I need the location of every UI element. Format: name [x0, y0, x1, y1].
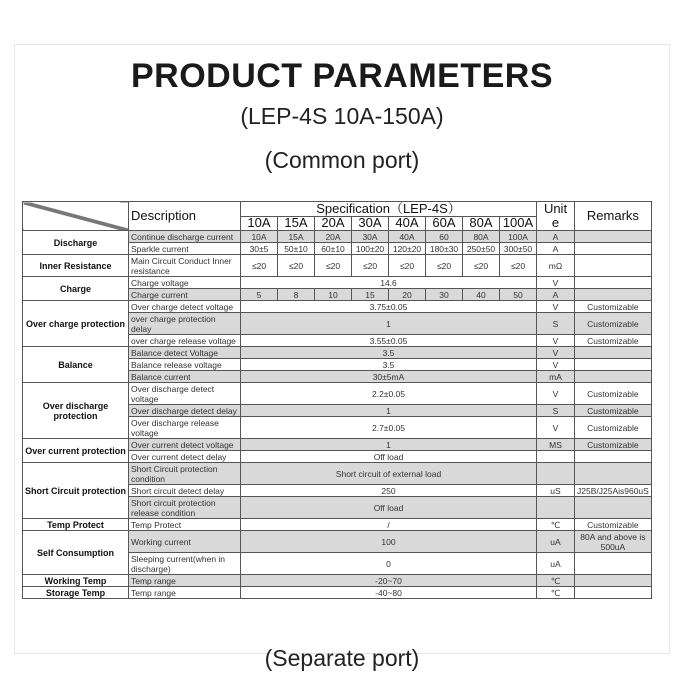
unit-cell: ℃: [537, 575, 575, 587]
remark-cell: [575, 255, 652, 277]
current-rating-header: 100A: [500, 216, 537, 231]
value-cell: 3.75±0.05: [241, 301, 537, 313]
remark-cell: Customizable: [575, 439, 652, 451]
value-cell: 250±50: [463, 243, 500, 255]
remark-cell: Customizable: [575, 417, 652, 439]
unit-cell: uA: [537, 553, 575, 575]
table-row: [23, 463, 652, 485]
description-cell: Charge voltage: [129, 277, 241, 289]
remark-cell: [575, 277, 652, 289]
remark-cell: [575, 243, 652, 255]
description-cell: Charge current: [129, 289, 241, 301]
table-row: [23, 519, 652, 531]
table-row: [23, 383, 652, 405]
header-corner-cell: [23, 202, 129, 231]
description-cell: Temp Protect: [129, 519, 241, 531]
description-cell: Over discharge detect delay: [129, 405, 241, 417]
value-cell: 3.55±0.05: [241, 335, 537, 347]
remark-cell: 80A and above is 500uA: [575, 531, 652, 553]
value-cell: 0: [241, 553, 537, 575]
remark-cell: Customizable: [575, 519, 652, 531]
value-cell: 15: [352, 289, 389, 301]
remark-cell: [575, 289, 652, 301]
value-cell: 60: [426, 231, 463, 243]
value-cell: 50: [500, 289, 537, 301]
current-rating-header: 15A: [278, 216, 315, 231]
value-cell: 15A: [278, 231, 315, 243]
description-cell: Balance current: [129, 371, 241, 383]
value-cell: 3.5: [241, 347, 537, 359]
description-header: Description: [129, 202, 241, 231]
table-row: [23, 231, 652, 243]
value-cell: 10A: [241, 231, 278, 243]
description-cell: Temp range: [129, 575, 241, 587]
value-cell: ≤20: [278, 255, 315, 277]
value-cell: 100±20: [352, 243, 389, 255]
page-title: PRODUCT PARAMETERS: [130, 57, 554, 95]
value-cell: 30±5: [241, 243, 278, 255]
value-cell: 1: [241, 439, 537, 451]
parameters-table: [22, 201, 652, 599]
remark-cell: [575, 451, 652, 463]
unit-cell: A: [537, 243, 575, 255]
unit-cell: [537, 451, 575, 463]
unit-cell: A: [537, 289, 575, 301]
value-cell: 1: [241, 405, 537, 417]
description-cell: Short circuit detect delay: [129, 485, 241, 497]
value-cell: ≤20: [315, 255, 352, 277]
description-cell: Over discharge release voltage: [129, 417, 241, 439]
unit-cell: V: [537, 383, 575, 405]
value-cell: 100: [241, 531, 537, 553]
remark-cell: [575, 347, 652, 359]
unit-cell: V: [537, 359, 575, 371]
value-cell: 80A: [463, 231, 500, 243]
category-cell: Short Circuit protection: [23, 463, 129, 519]
description-cell: Over discharge detect voltage: [129, 383, 241, 405]
value-cell: Off load: [241, 451, 537, 463]
description-cell: Balance detect Voltage: [129, 347, 241, 359]
category-cell: Discharge: [23, 231, 129, 255]
remark-cell: Customizable: [575, 301, 652, 313]
unit-header-text: Unit e: [543, 201, 568, 230]
table-row: [23, 575, 652, 587]
value-cell: 250: [241, 485, 537, 497]
value-cell: -40~80: [241, 587, 537, 599]
remark-cell: [575, 371, 652, 383]
unit-cell: V: [537, 417, 575, 439]
value-cell: ≤20: [463, 255, 500, 277]
unit-cell: V: [537, 335, 575, 347]
value-cell: 180±30: [426, 243, 463, 255]
value-cell: 1: [241, 313, 537, 335]
value-cell: 14.6: [241, 277, 537, 289]
unit-cell: ℃: [537, 519, 575, 531]
unit-cell: uS: [537, 485, 575, 497]
value-cell: ≤20: [389, 255, 426, 277]
description-cell: Main Circuit Conduct Inner resistance: [129, 255, 241, 277]
unit-cell: ℃: [537, 587, 575, 599]
remark-cell: Customizable: [575, 313, 652, 335]
category-cell: Inner Resistance: [23, 255, 129, 277]
unit-cell: [537, 463, 575, 485]
value-cell: Short circuit of external load: [241, 463, 537, 485]
value-cell: 8: [278, 289, 315, 301]
description-cell: Short circuit protection release condition: [129, 497, 241, 519]
unit-header: [537, 202, 575, 231]
value-cell: 5: [241, 289, 278, 301]
current-rating-header: 40A: [389, 216, 426, 231]
port-subtitle: (Common port): [264, 147, 420, 173]
unit-cell: mA: [537, 371, 575, 383]
description-cell: Over charge detect voltage: [129, 301, 241, 313]
description-cell: Continue discharge current: [129, 231, 241, 243]
category-cell: Storage Temp: [23, 587, 129, 599]
table-row: [23, 255, 652, 277]
value-cell: Off load: [241, 497, 537, 519]
description-cell: Balance release voltage: [129, 359, 241, 371]
remark-cell: [575, 231, 652, 243]
category-cell: Working Temp: [23, 575, 129, 587]
remarks-header: Remarks: [575, 202, 652, 231]
category-cell: Charge: [23, 277, 129, 301]
next-section-title: (Separate port): [264, 645, 420, 671]
current-rating-header: 10A: [241, 216, 278, 231]
value-cell: 120±20: [389, 243, 426, 255]
unit-cell: [537, 497, 575, 519]
unit-cell: V: [537, 277, 575, 289]
value-cell: 3.5: [241, 359, 537, 371]
description-cell: Over current detect voltage: [129, 439, 241, 451]
value-cell: /: [241, 519, 537, 531]
value-cell: 30: [426, 289, 463, 301]
value-cell: ≤20: [426, 255, 463, 277]
unit-cell: A: [537, 231, 575, 243]
remark-cell: Customizable: [575, 405, 652, 417]
unit-cell: MS: [537, 439, 575, 451]
description-cell: Sparkle current: [129, 243, 241, 255]
value-cell: 60±10: [315, 243, 352, 255]
current-rating-header: 60A: [426, 216, 463, 231]
remark-cell: [575, 497, 652, 519]
current-rating-header: 80A: [463, 216, 500, 231]
value-cell: 20: [389, 289, 426, 301]
value-cell: ≤20: [352, 255, 389, 277]
description-cell: Over current detect delay: [129, 451, 241, 463]
current-rating-header: 30A: [352, 216, 389, 231]
unit-cell: V: [537, 347, 575, 359]
category-cell: Over discharge protection: [23, 383, 129, 439]
description-cell: Temp range: [129, 587, 241, 599]
value-cell: 50±10: [278, 243, 315, 255]
value-cell: ≤20: [500, 255, 537, 277]
remark-cell: [575, 359, 652, 371]
table-row: [23, 587, 652, 599]
value-cell: 40A: [389, 231, 426, 243]
category-cell: Balance: [23, 347, 129, 383]
value-cell: -20~70: [241, 575, 537, 587]
value-cell: 100A: [500, 231, 537, 243]
description-cell: Short Circuit protection condition: [129, 463, 241, 485]
value-cell: ≤20: [241, 255, 278, 277]
category-cell: Temp Protect: [23, 519, 129, 531]
unit-cell: S: [537, 313, 575, 335]
product-sheet: [14, 44, 670, 671]
category-cell: Over current protection: [23, 439, 129, 463]
description-cell: over charge release voltage: [129, 335, 241, 347]
category-cell: Self Consumption: [23, 531, 129, 575]
remark-cell: Customizable: [575, 383, 652, 405]
remark-cell: [575, 463, 652, 485]
value-cell: 30±5mA: [241, 371, 537, 383]
description-cell: Working current: [129, 531, 241, 553]
remark-cell: [575, 553, 652, 575]
remark-cell: Customizable: [575, 335, 652, 347]
table-row: [23, 531, 652, 553]
unit-cell: mΩ: [537, 255, 575, 277]
value-cell: 20A: [315, 231, 352, 243]
model-subtitle: (LEP-4S 10A-150A): [240, 103, 444, 129]
table-row: [23, 301, 652, 313]
unit-cell: S: [537, 405, 575, 417]
value-cell: 30A: [352, 231, 389, 243]
value-cell: 40: [463, 289, 500, 301]
current-rating-header: 20A: [315, 216, 352, 231]
description-cell: Sleeping current(when in discharge): [129, 553, 241, 575]
specification-header: Specification（LEP-4S）: [241, 202, 537, 217]
unit-cell: uA: [537, 531, 575, 553]
table-row: [23, 347, 652, 359]
remark-cell: [575, 587, 652, 599]
table-row: [23, 277, 652, 289]
value-cell: 2.2±0.05: [241, 383, 537, 405]
value-cell: 300±50: [500, 243, 537, 255]
unit-cell: V: [537, 301, 575, 313]
value-cell: 10: [315, 289, 352, 301]
category-cell: Over charge protection: [23, 301, 129, 347]
remark-cell: [575, 575, 652, 587]
table-row: [23, 439, 652, 451]
value-cell: 2.7±0.05: [241, 417, 537, 439]
description-cell: over charge protection delay: [129, 313, 241, 335]
remark-cell: J25B/J25Ais960uS: [575, 485, 652, 497]
